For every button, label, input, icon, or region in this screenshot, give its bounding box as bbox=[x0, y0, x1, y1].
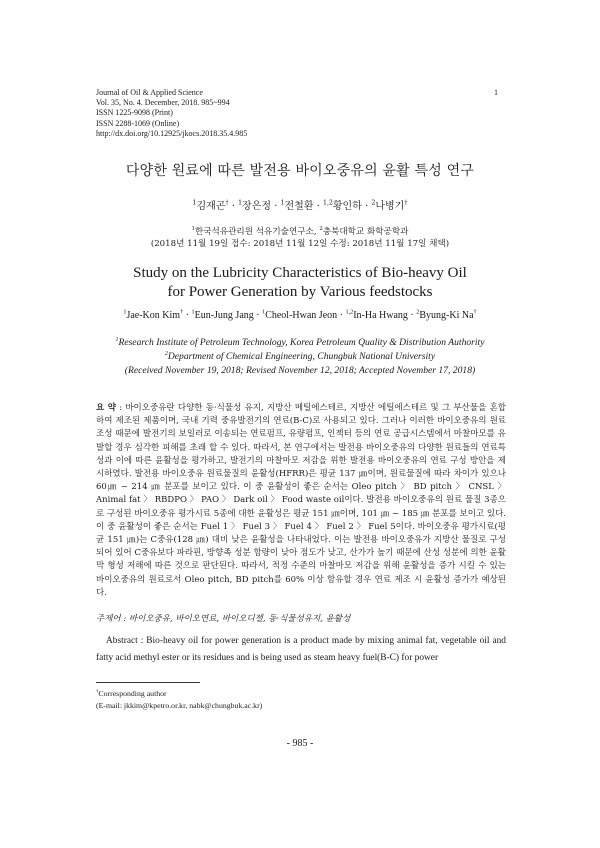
journal-header bbox=[96, 88, 496, 139]
page-number-top: 1 bbox=[494, 88, 498, 97]
title-korean: 다양한 원료에 따른 발전용 바이오중유의 윤활 특성 연구 bbox=[125, 163, 475, 179]
affiliation-korean: $^1$한국석유관리원 석유기술연구소, $^2$충북대학교 화학공학과 (2018년 11월 19일 접수: 2018년 11월 12일 수정: 2018년 11월 17일 채택) bbox=[60, 226, 540, 250]
journal-name: Journal of Oil & Applied Science bbox=[96, 88, 203, 97]
abstract-english-text: : Bio-heavy oil for power generation is a product made by mixing animal fat, vegetable oil and fatty acid methyl ester or its residues and is being used as steam heavy fuel(B-C) for power bbox=[96, 636, 506, 663]
author-kr-3: $^1$전철환 bbox=[280, 199, 314, 212]
author-en-3: $^1$Cheol-Hwan Jeon bbox=[262, 308, 338, 321]
author-kr-2: $^1$장은정 bbox=[238, 199, 272, 212]
author-en-5: $^2$Byung-Ki Na† bbox=[416, 308, 477, 321]
abstract-korean-label: 요 약 bbox=[96, 403, 116, 413]
author-kr-1: $^1$김재곤† bbox=[192, 199, 229, 212]
page-number-bottom: - 985 - bbox=[286, 738, 314, 749]
abstract-english-label: Abstract bbox=[106, 636, 138, 646]
author-en-2: $^1$Eun-Jung Jang bbox=[191, 308, 254, 321]
footnote-divider bbox=[96, 682, 200, 683]
abstract-english bbox=[96, 633, 506, 667]
author-kr-4: $^{1,2}$황인하 bbox=[323, 199, 362, 212]
footnote: †Corresponding author (E-mail: jkkim@kpetro.or.kr, nabk@chungbuk.ac.kr) bbox=[96, 689, 263, 710]
footnote-email: (E-mail: jkkim@kpetro.or.kr, nabk@chungbuk.ac.kr) bbox=[96, 701, 263, 710]
authors-korean: $^1$김재곤† · $^1$장은정 · $^1$전철환 · $^{1,2}$황인하 · $^2$나병기† bbox=[192, 199, 408, 212]
dates-english: (Received November 19, 2018; Revised November 12, 2018; Accepted November 17, 2018) bbox=[124, 365, 476, 376]
authors-english: $^1$Jae-Kon Kim† · $^1$Eun-Jung Jang · $^1$Cheol-Hwan Jeon · $^{1,2}$In-Ha Hwang · $^2$Byung-Ki Na† bbox=[123, 308, 477, 321]
author-en-1: $^1$Jae-Kon Kim† bbox=[123, 308, 184, 321]
abstract-korean: 요 약 : 바이오중유란 다양한 동·식물성 유지, 지방산 메틸에스테르, 지방산 에틸에스테르 및 그 부산물을 혼합하여 제조된 제품이며, 국내 기력 중유발전기의 연료(B-C)로 사용되고 있다. 그러나 이러한 바이오중유의 원료 조성 때문에 발전기의 보일러로 이송되는 연료펌프, 유량펌프, 인젝터 등의 연료 공급시스템에서 마찰마모를 유발할 경우 심각한 피해를 초래 할 수 있다. 따라서, 본 연구에서는 발전용 바이오중유의 다양한 원료들의 연료특성과 이에 따른 윤활성을 평가하고, 발전기의 마찰마모 저감을 위한 발전용 바이오중유의 연료 구성 방안을 제시하였다. 발전용 바이오중유 원료물질의 윤활성(HFRR)은 평균 137 ㎛이며, 원료물질에 따라 차이가 있으나 60㎛ ~ 214 ㎛ 분포를 보이고 있다. 이 중 윤활성이 좋은 순서는 Oleo pitch 〉 BD pitch 〉 CNSL 〉 Animal fat 〉 RBDPO 〉 PAO 〉 Dark oil 〉 Food waste oil이다. 발전용 바이오중유의 원료 물질 3종으로 구성된 바이오중유 평가시료 5종에 대한 윤활성은 평균 151 ㎛이며, 101 ㎛ ~ 185 ㎛ 분포를 보이고 있다. 이 중 윤활성이 좋은 순서는 Fuel 1 〉 Fuel 3 〉 Fuel 4 〉 Fuel 2 〉 Fuel 5이다. 바이오중유 평가시료(평균 151 ㎛)는 C중유(128 ㎛) 대비 낮은 윤활성을 나타내었다. 이는 발전용 바이오중유가 지방산 물질로 구성되어 있어 C중유보다 파라핀, 방향족 성분 함량이 낮아 점도가 낮고, 산가가 높기 때문에 산성 성분에 의한 윤활막 형성 저해에 따른 것으로 판단된다. 따라서, 적정 수준의 마찰마모 저감을 위해 윤활성을 증가 시킬 수 있는 바이오중유의 원료로서 Oleo pitch, BD pitch를 60% 이상 함유할 경우 연료 제조 시 윤활성 증가가 예상된다. bbox=[96, 403, 506, 598]
author-en-4: $^{1,2}$In-Ha Hwang bbox=[345, 308, 408, 321]
issn-print: ISSN 1225-9098 (Print) bbox=[96, 108, 173, 118]
doi-link[interactable]: http://dx.doi.org/10.12925/jkocs.2018.35.4.985 bbox=[96, 128, 248, 138]
issn-online: ISSN 2288-1069 (Online) bbox=[96, 118, 180, 128]
dates-korean: (2018년 11월 19일 접수: 2018년 11월 12일 수정: 2018년 11월 17일 채택) bbox=[150, 239, 450, 249]
abstract-korean-text: 바이오중유란 다양한 동·식물성 유지, 지방산 메틸에스테르, 지방산 에틸에스테르 및 그 부산물을 혼합하여 제조된 제품이며, 국내 기력 중유발전기의 연료(B-C)로 사용되고 있다. 그러나 이러한 바이오중유의 원료 조성 때문에 발전기의 보일러로 이송되는 연료펌프, 유량펌프, 인젝터 등의 연료 공급시스템에서 마찰마모를 유발할 경우 심각한 피해를 초래 할 수 있다. 따라서, 본 연구에서는 발전용 바이오중유의 다양한 원료들의 연료특성과 이에 따른 윤활성을 평가하고, 발전기의 마찰마모 저감을 위한 발전용 바이오중유의 연료 구성 방안을 제시하였다. 발전용 바이오중유 원료물질의 윤활성(HFRR)은 평균 137 ㎛이며, 원료물질에 따라 차이가 있으나 60㎛ ~ 214 ㎛ 분포를 보이고 있다. 이 중 윤활성이 좋은 순서는 Oleo pitch 〉 BD pitch 〉 CNSL 〉 Animal fat 〉 RBDPO 〉 PAO 〉 Dark oil 〉 Food waste oil이다. 발전용 바이오중유의 원료 물질 3종으로 구성된 바이오중유 평가시료 5종에 대한 윤활성은 평균 151 ㎛이며, 101 ㎛ ~ 185 ㎛ 분포를 보이고 있다. 이 중 윤활성이 좋은 순서는 Fuel 1 〉 Fuel 3 〉 Fuel 4 〉 Fuel 2 〉 Fuel 5이다. 바이오중유 평가시료(평균 151 ㎛)는 C중유(128 ㎛) 대비 낮은 윤활성을 나타내었다. 이는 발전용 바이오중유가 지방산 물질로 구성되어 있어 C중유보다 파라핀, 방향족 성분 함량이 낮아 점도가 낮고, 산가가 높기 때문에 산성 성분에 의한 윤활막 형성 저해에 따른 것으로 판단된다. 따라서, 적정 수준의 마찰마모 저감을 위해 윤활성을 증가 시킬 수 있는 바이오중유의 원료로서 Oleo pitch, BD pitch를 60% 이상 함유할 경우 연료 제조 시 윤활성 증가가 예상된다. bbox=[96, 403, 506, 598]
affiliation-english: $^1$Research Institute of Petroleum Technology, Korea Petroleum Quality & Distribution Authority $^2$Department of Chemical Engineering, Chungbuk National University (Received November 19, 2018; Revised November 12, 2018; Accepted November 17, 2018) bbox=[40, 336, 560, 378]
title-english: Study on the Lubricity Characteristics of Bio-heavy Oil for Power Generation by Various feedstocks bbox=[133, 265, 467, 300]
keywords-korean: 주제어 : 바이오중유, 바이오연료, 바이오디젤, 동·식물성유지, 윤활성 bbox=[96, 614, 351, 624]
author-kr-5: $^2$나병기† bbox=[371, 199, 408, 212]
journal-volume: Vol. 35, No. 4. December, 2018. 985~994 bbox=[96, 98, 230, 108]
